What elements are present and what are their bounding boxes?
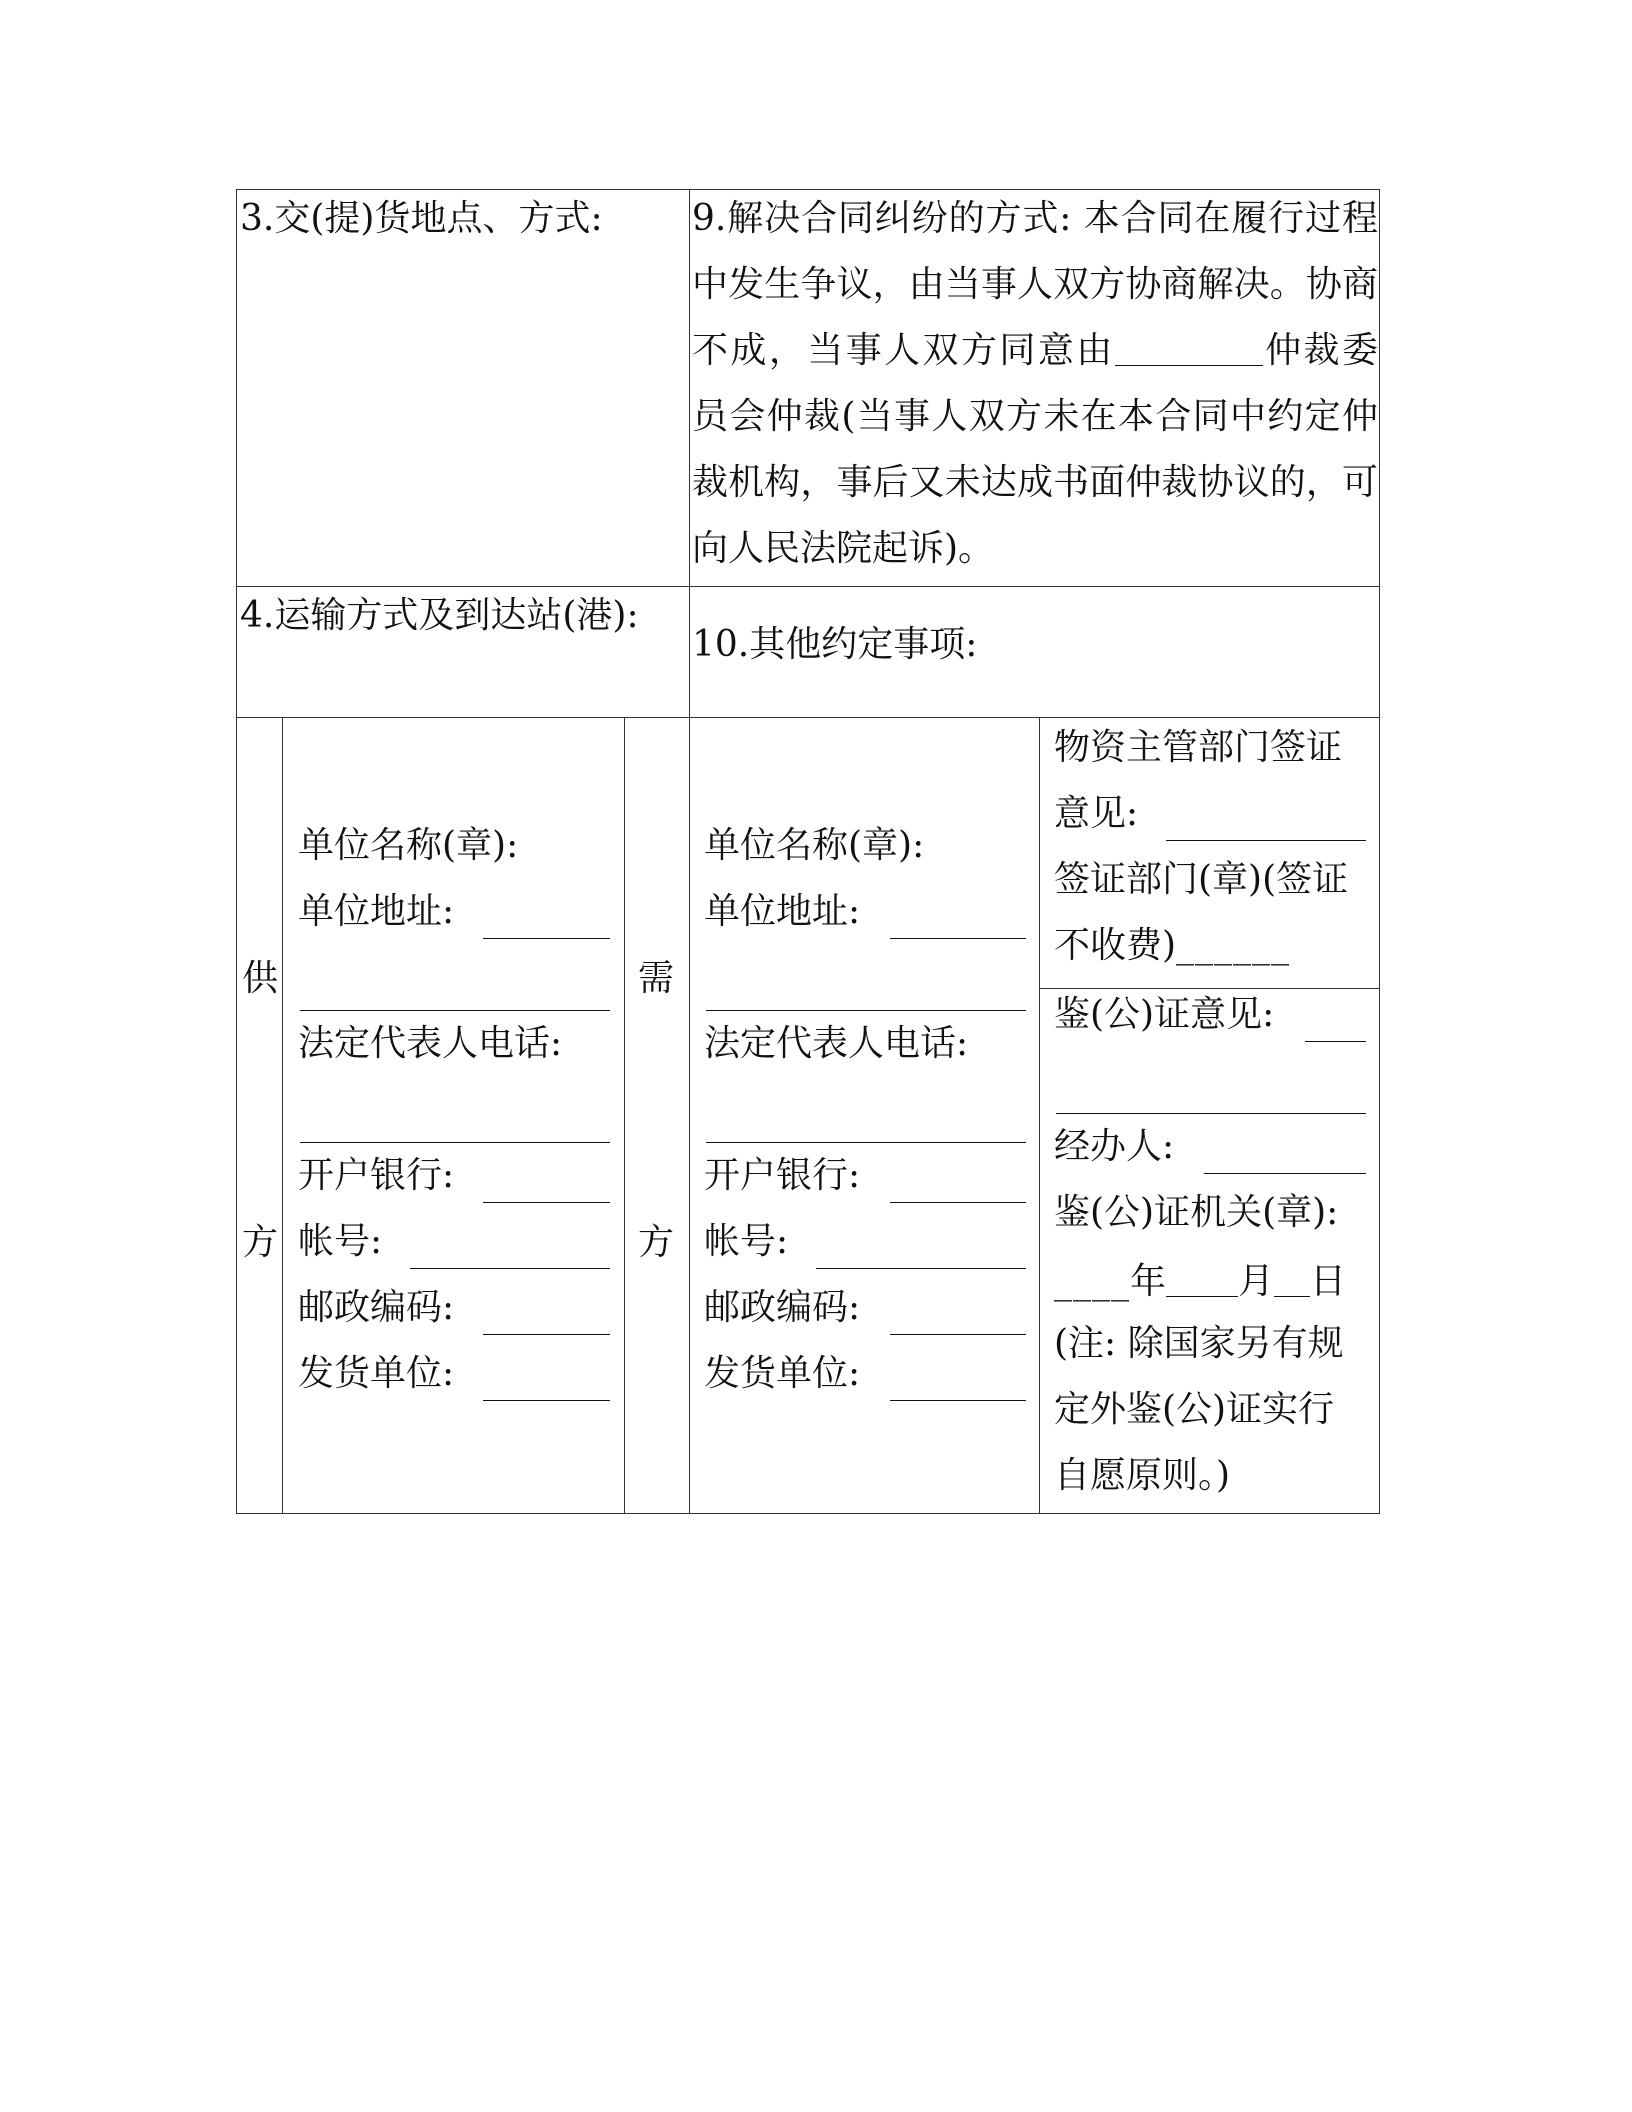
notary-handler-blank[interactable] bbox=[1204, 1173, 1366, 1174]
notary-date-line bbox=[1054, 1249, 1346, 1315]
divider-top-center bbox=[689, 189, 690, 1514]
authority-line-3: 签证部门(章)(签证 bbox=[1054, 859, 1349, 900]
supplier-side-label-1: 供 bbox=[241, 958, 278, 999]
day-label: 日 bbox=[1310, 1261, 1347, 1302]
supplier-shipping-blank[interactable] bbox=[483, 1400, 610, 1401]
month-label: 月 bbox=[1238, 1261, 1275, 1302]
supplier-postcode: 邮政编码: bbox=[298, 1287, 455, 1328]
notary-note-3: 自愿原则。) bbox=[1054, 1455, 1231, 1496]
buyer-unit-address: 单位地址: bbox=[704, 891, 861, 932]
buyer-account: 帐号: bbox=[704, 1221, 789, 1262]
authority-line-4 bbox=[1054, 913, 1290, 979]
authority-line-2: 意见: bbox=[1054, 793, 1139, 834]
authority-line-1: 物资主管部门签证 bbox=[1054, 727, 1343, 768]
buyer-side-label-1: 需 bbox=[637, 958, 674, 999]
divider-authority-left bbox=[1039, 717, 1040, 1514]
buyer-account-blank[interactable] bbox=[816, 1268, 1026, 1269]
notary-note-2: 定外鉴(公)证实行 bbox=[1054, 1389, 1335, 1430]
item4-label: 4.运输方式及到达站(港): bbox=[240, 595, 639, 636]
supplier-bank: 开户银行: bbox=[298, 1155, 455, 1196]
buyer-unit-name: 单位名称(章): bbox=[704, 825, 925, 866]
buyer-address-blank[interactable] bbox=[890, 938, 1026, 939]
notary-office: 鉴(公)证机关(章): bbox=[1054, 1192, 1339, 1233]
divider-buyer-left bbox=[624, 717, 625, 1514]
supplier-legal-rep-phone: 法定代表人电话: bbox=[298, 1023, 563, 1064]
notary-handler: 经办人: bbox=[1054, 1126, 1175, 1167]
authority-fee-text: 不收费) bbox=[1054, 925, 1177, 966]
buyer-legal-rep-phone: 法定代表人电话: bbox=[704, 1023, 969, 1064]
item10-label: 10.其他约定事项: bbox=[692, 624, 978, 665]
supplier-unit-name: 单位名称(章): bbox=[298, 825, 519, 866]
supplier-shipping-unit: 发货单位: bbox=[298, 1353, 455, 1394]
notary-opinion-blank[interactable] bbox=[1305, 1041, 1366, 1042]
buyer-bank-blank[interactable] bbox=[890, 1202, 1026, 1203]
supplier-address-blank[interactable] bbox=[483, 938, 610, 939]
item9-part1: 9.解决合同纠纷的方式: 本合同在履行过程中发生争议，由当事人双方协商解决。协商不成，当事人双方同意由 bbox=[692, 198, 1378, 371]
supplier-unit-address: 单位地址: bbox=[298, 891, 455, 932]
buyer-side-label-2: 方 bbox=[637, 1222, 674, 1263]
buyer-postcode-blank[interactable] bbox=[890, 1334, 1026, 1335]
buyer-postcode: 邮政编码: bbox=[704, 1287, 861, 1328]
notary-opinion: 鉴(公)证意见: bbox=[1054, 994, 1275, 1035]
buyer-shipping-blank[interactable] bbox=[890, 1400, 1026, 1401]
year-blank[interactable]: ____ bbox=[1054, 1261, 1130, 1302]
year-label: 年 bbox=[1130, 1261, 1167, 1302]
supplier-account: 帐号: bbox=[298, 1221, 383, 1262]
item9-text bbox=[692, 186, 1378, 582]
day-blank[interactable] bbox=[1274, 1250, 1310, 1297]
divider-supplier-side bbox=[282, 717, 283, 1514]
buyer-shipping-unit: 发货单位: bbox=[704, 1353, 861, 1394]
supplier-side-label-2: 方 bbox=[241, 1222, 278, 1263]
notary-note-1: (注: 除国家另有规 bbox=[1054, 1323, 1344, 1364]
authority-fee-dashes: ______ bbox=[1176, 925, 1291, 966]
month-blank[interactable] bbox=[1166, 1250, 1238, 1297]
arbitration-committee-blank[interactable] bbox=[1115, 319, 1263, 366]
buyer-bank: 开户银行: bbox=[704, 1155, 861, 1196]
supplier-account-blank[interactable] bbox=[410, 1268, 610, 1269]
item9-part2: 仲裁委员会仲裁(当事人双方未在本合同中约定仲裁机构，事后又未达成书面仲裁协议的，可向人民法院起诉)。 bbox=[692, 330, 1378, 569]
item3-label: 3.交(提)货地点、方式: bbox=[240, 198, 603, 239]
supplier-postcode-blank[interactable] bbox=[483, 1334, 610, 1335]
supplier-bank-blank[interactable] bbox=[483, 1202, 610, 1203]
authority-opinion-blank[interactable] bbox=[1166, 840, 1366, 841]
